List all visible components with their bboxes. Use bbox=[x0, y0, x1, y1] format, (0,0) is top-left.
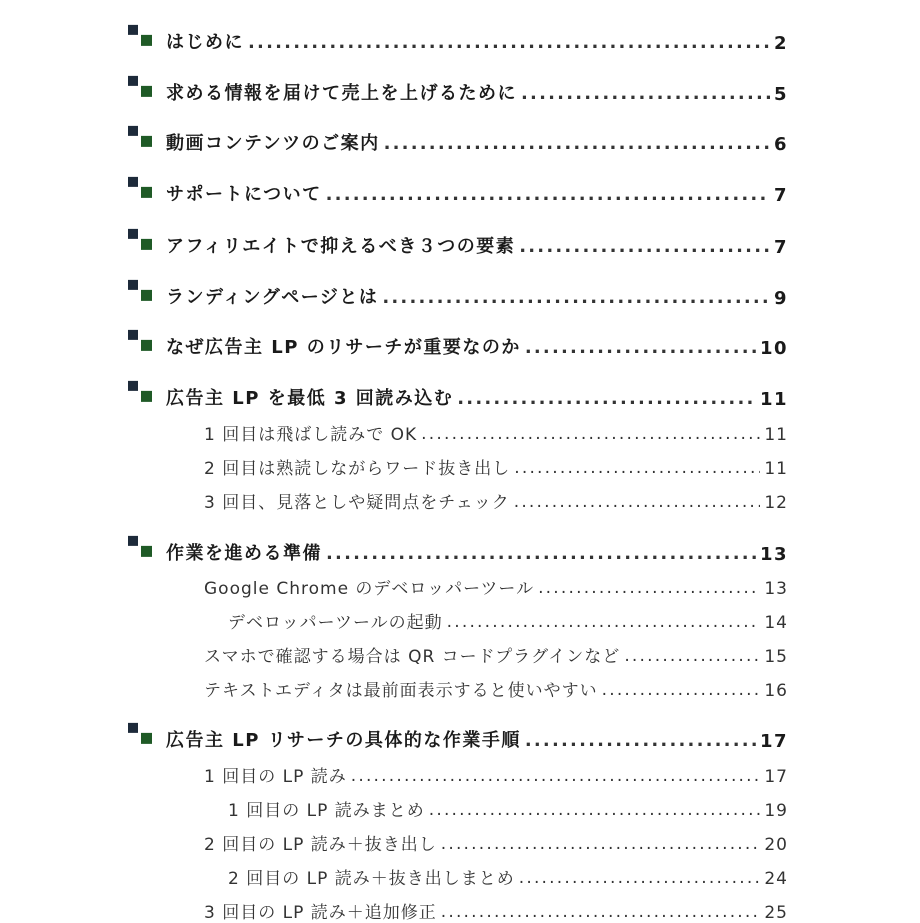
dot-leader bbox=[602, 682, 761, 699]
toc-entry-title: 1 回目は飛ばし読みで OK bbox=[204, 425, 418, 445]
toc-subentry-devtools-launch[interactable] bbox=[228, 608, 788, 633]
toc-subentry-chrome-devtools[interactable] bbox=[204, 574, 788, 599]
toc-entry-title: 2 回目の LP 読み＋抜き出しまとめ bbox=[228, 869, 515, 889]
toc-entry-title: サポートについて bbox=[166, 184, 322, 205]
toc-entry-page: 7 bbox=[773, 185, 788, 206]
toc-entry-page: 25 bbox=[764, 903, 788, 923]
dot-leader bbox=[421, 426, 760, 443]
toc-entry-title: 2 回目は熟読しながらワード抜き出し bbox=[204, 459, 511, 479]
toc-entry-support[interactable] bbox=[166, 180, 788, 206]
toc-entry-page: 15 bbox=[764, 647, 788, 667]
toc-subentry-lp-first[interactable] bbox=[204, 762, 788, 787]
bullet-squares-icon bbox=[128, 25, 154, 51]
toc-entry-page: 11 bbox=[764, 459, 788, 479]
dot-leader bbox=[538, 580, 760, 597]
toc-entry-title: 3 回目の LP 読み＋追加修正 bbox=[204, 903, 437, 923]
toc-entry-title: 2 回目の LP 読み＋抜き出し bbox=[204, 835, 437, 855]
toc-subentry-lp-third[interactable] bbox=[204, 898, 788, 923]
dot-leader bbox=[525, 339, 756, 357]
toc-entry-title: テキストエディタは最前面表示すると使いやすい bbox=[204, 681, 598, 701]
toc-entry-title: 広告主 LP リサーチの具体的な作業手順 bbox=[166, 730, 521, 751]
toc-entry-page: 13 bbox=[759, 544, 788, 565]
toc-entry-title: 求める情報を届けて売上を上げるために bbox=[166, 83, 517, 104]
toc-entry-title: 作業を進める準備 bbox=[166, 543, 322, 564]
dot-leader bbox=[457, 390, 756, 408]
bullet-squares-icon bbox=[128, 76, 154, 102]
toc-entry-title: アフィリエイトで抑えるべき３つの要素 bbox=[166, 236, 516, 257]
dot-leader bbox=[326, 186, 770, 204]
toc-entry-hajimeni[interactable] bbox=[166, 28, 788, 54]
toc-entry-page: 12 bbox=[764, 493, 788, 513]
dot-leader bbox=[429, 802, 761, 819]
toc-entry-title: スマホで確認する場合は QR コードプラグインなど bbox=[204, 647, 621, 667]
toc-entry-page: 20 bbox=[764, 835, 788, 855]
toc-entry-title: Google Chrome のデベロッパーツール bbox=[204, 579, 535, 599]
dot-leader bbox=[447, 614, 761, 631]
bullet-squares-icon bbox=[128, 330, 154, 356]
toc-entry-title: 1 回目の LP 読みまとめ bbox=[228, 801, 425, 821]
dot-leader bbox=[351, 768, 761, 785]
dot-leader bbox=[248, 34, 770, 52]
dot-leader bbox=[519, 870, 761, 887]
dot-leader bbox=[326, 545, 756, 563]
toc-entry-title: デベロッパーツールの起動 bbox=[228, 613, 443, 633]
dot-leader bbox=[525, 732, 756, 750]
toc-subentry-lp-second[interactable] bbox=[204, 830, 788, 855]
toc-subentry-third-read[interactable] bbox=[204, 488, 788, 513]
toc-subentry-lp-first-summary[interactable] bbox=[228, 796, 788, 821]
toc-entry-sales[interactable] bbox=[166, 79, 788, 105]
toc-entry-page: 13 bbox=[764, 579, 788, 599]
toc-entry-title: 広告主 LP を最低 3 回読み込む bbox=[166, 388, 454, 409]
toc-entry-title: はじめに bbox=[166, 32, 244, 53]
toc-entry-title: 3 回目、見落としや疑問点をチェック bbox=[204, 493, 510, 513]
toc-entry-title: 動画コンテンツのご案内 bbox=[166, 133, 380, 154]
toc-entry-landing-page[interactable] bbox=[166, 283, 788, 309]
toc-subentry-text-editor[interactable] bbox=[204, 676, 788, 701]
bullet-squares-icon bbox=[128, 126, 154, 152]
toc-entry-page: 24 bbox=[764, 869, 788, 889]
toc-entry-page: 17 bbox=[759, 731, 788, 752]
dot-leader bbox=[384, 135, 770, 153]
toc-entry-page: 9 bbox=[773, 288, 788, 309]
toc-entry-title: 1 回目の LP 読み bbox=[204, 767, 347, 787]
bullet-squares-icon bbox=[128, 723, 154, 749]
bullet-squares-icon bbox=[128, 381, 154, 407]
toc-entry-page: 2 bbox=[773, 33, 788, 54]
toc-entry-page: 16 bbox=[764, 681, 788, 701]
toc-entry-page: 5 bbox=[773, 84, 788, 105]
dot-leader bbox=[441, 904, 761, 921]
dot-leader bbox=[519, 238, 770, 256]
toc-entry-title: ランディングページとは bbox=[166, 287, 379, 308]
toc-entry-page: 17 bbox=[764, 767, 788, 787]
dot-leader bbox=[521, 85, 770, 103]
dot-leader bbox=[514, 460, 760, 477]
dot-leader bbox=[382, 289, 770, 307]
dot-leader bbox=[441, 836, 761, 853]
toc-entry-title: なぜ広告主 LP のリサーチが重要なのか bbox=[166, 337, 521, 358]
toc-subentry-second-read[interactable] bbox=[204, 454, 788, 479]
toc-entry-page: 7 bbox=[773, 237, 788, 258]
toc-entry-page: 6 bbox=[773, 134, 788, 155]
bullet-squares-icon bbox=[128, 536, 154, 562]
toc-subentry-qr-plugin[interactable] bbox=[204, 642, 788, 667]
toc-entry-page: 14 bbox=[764, 613, 788, 633]
bullet-squares-icon bbox=[128, 280, 154, 306]
toc-subentry-lp-second-summary[interactable] bbox=[228, 864, 788, 889]
toc-entry-page: 10 bbox=[759, 338, 788, 359]
dot-leader bbox=[624, 648, 760, 665]
dot-leader bbox=[514, 494, 761, 511]
toc-entry-video[interactable] bbox=[166, 129, 788, 155]
toc-entry-page: 11 bbox=[764, 425, 788, 445]
bullet-squares-icon bbox=[128, 177, 154, 203]
toc-entry-preparation[interactable] bbox=[166, 539, 788, 565]
toc-entry-research-steps[interactable] bbox=[166, 726, 788, 752]
toc-entry-read-three-times[interactable] bbox=[166, 384, 788, 410]
toc-entry-affiliate[interactable] bbox=[166, 232, 788, 258]
toc-entry-page: 19 bbox=[764, 801, 788, 821]
toc-subentry-first-read[interactable] bbox=[204, 420, 788, 445]
bullet-squares-icon bbox=[128, 229, 154, 255]
toc-entry-page: 11 bbox=[759, 389, 788, 410]
toc-entry-why-research[interactable] bbox=[166, 333, 788, 359]
